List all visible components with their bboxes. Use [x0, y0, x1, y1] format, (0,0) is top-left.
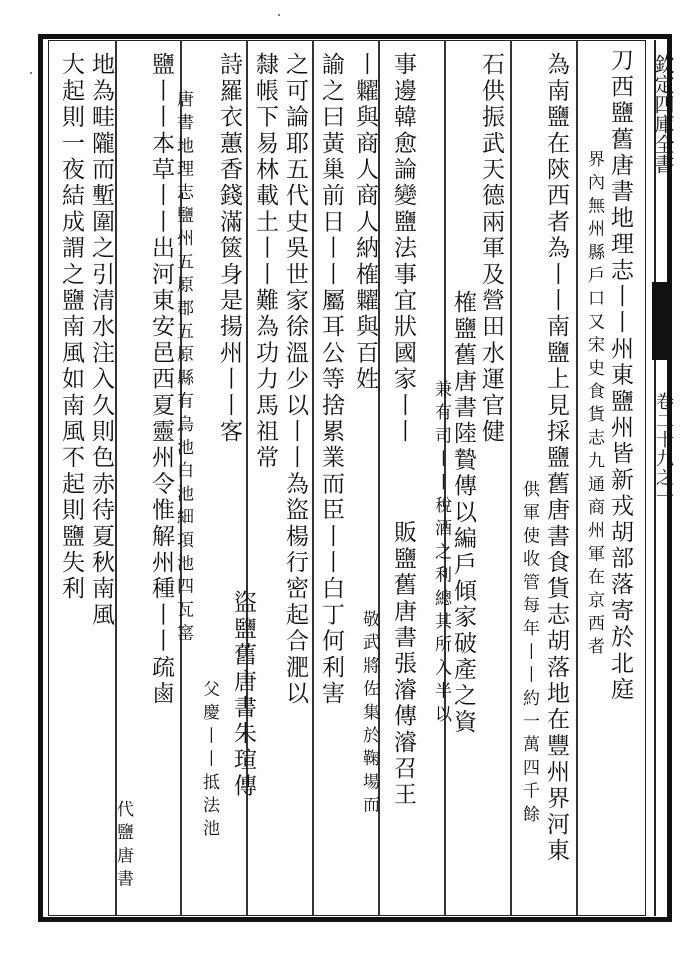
text-column: 兼有司丨丨稅酒之利總其所入半以: [431, 380, 451, 728]
gutter-volume-number: 卷二十九之一: [653, 392, 674, 506]
text-column: 石供振武天德兩軍及營田水運官健: [478, 52, 504, 445]
text-column: 大起則一夜結成謂之鹽南風如南風不起則鹽失利: [58, 52, 84, 603]
gutter-fishtail-mark: [652, 282, 672, 360]
text-column: 刀西鹽舊唐書地理志丨丨州東鹽州皆新戎胡部落寄於北庭: [607, 48, 633, 703]
gutter-book-title: 欽定四庫全書: [651, 54, 675, 174]
text-column: 為南鹽在陝西者為丨丨南鹽上見採鹽舊唐書食貨志胡落地在豐州界河東: [543, 52, 569, 865]
text-column: 鹽丨丨本草丨丨出河東安邑西夏靈州令惟解州種丨丨疏鹵: [148, 52, 174, 707]
column-rule: [115, 40, 117, 916]
text-column: 販鹽舊唐書張濬傳濬召王: [390, 520, 416, 809]
text-column: 敬武將佐集於鞠場而: [359, 610, 379, 819]
text-column: 唐書地理志鹽州五原郡五原縣有烏池白池細項池四瓦窰: [173, 90, 193, 647]
column-rule: [312, 40, 314, 916]
text-column: 之可論耶五代史吳世家徐溫少以丨丨為盜楊行密起合淝以: [282, 52, 308, 707]
scan-speck: [278, 14, 280, 16]
text-column: 界內無州縣戶口又宋史食貨志九通商州軍在京西者: [584, 150, 604, 661]
text-column: 盜鹽舊唐書朱瑄傳: [230, 590, 256, 800]
text-column: 代鹽唐書: [113, 800, 133, 893]
text-column: 隸帳下易林載土丨丨難為功力馬祖常: [252, 52, 278, 472]
column-rule: [576, 40, 578, 916]
text-column: 供軍使收管每年丨丨約一萬四千餘: [519, 480, 539, 828]
scan-speck: [30, 72, 32, 74]
column-rule: [510, 40, 512, 916]
text-column: 地為畦隴而塹圍之引清水注入久則色赤待夏秋南風: [88, 52, 114, 629]
text-column: 榷鹽舊唐書陸贄傳以編戶傾家破產之資: [450, 290, 476, 736]
text-column: 父慶丨丨抵法池: [199, 680, 219, 843]
text-column: 事邊韓愈論變鹽法事宜狀國家丨丨: [390, 52, 416, 445]
text-column: 諭之曰黃巢前日丨丨屬耳公等捨累業而臣丨丨白丁何利害: [318, 52, 344, 707]
text-column: 詩羅衣蕙香錢滿篋身是揚州丨丨客: [216, 52, 242, 445]
text-column: 丨糶與商人商人納榷糶與百姓: [352, 52, 378, 393]
